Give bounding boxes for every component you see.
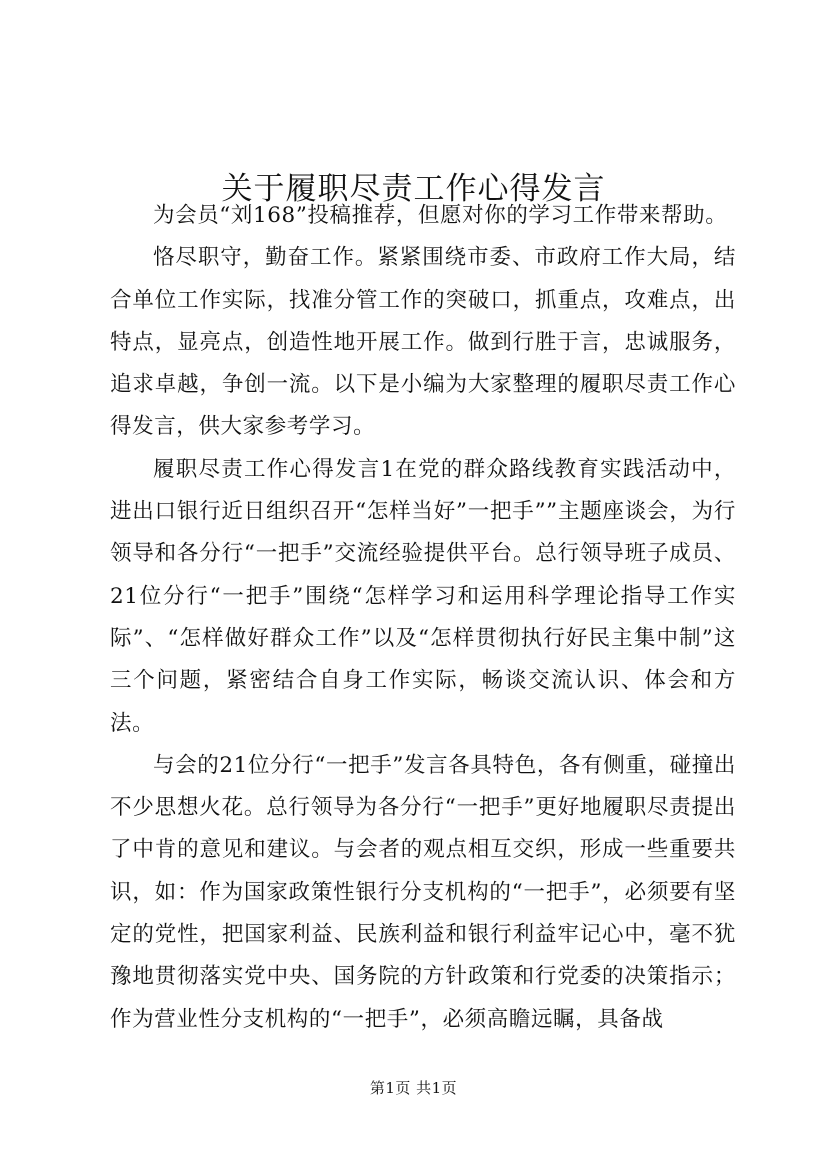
paragraph-speech-2: 与会的21位分行“一把手”发言各具特色，各有侧重，碰撞出不少思想火花。总行领导为各分行“一把手”更好地履职尽责提出了中肯的意见和建议。与会者的观点相互交织，形成一些重要共识，如：作为国家政策性银行分支机构的“一把手”，必须要有坚定的党性，把国家利益、民族利益和银行利益牢记心中，毫不犹豫地贯彻落实党中央、国务院的方针政策和行党委的决策指示；作为营业性分支机构的“一把手”，必须高瞻远瞩，具备战 (110, 752, 736, 1032)
page-number-footer: 第1页 共1页 (369, 1079, 458, 1097)
document-body (110, 195, 736, 1041)
paragraph-summary: 恪尽职守，勤奋工作。紧紧围绕市委、市政府工作大局，结合单位工作实际，找准分管工作的突破口，抓重点，攻难点，出特点，显亮点，创造性地开展工作。做到行胜于言，忠诚服务，追求卓越，争创一流。以下是小编为大家整理的履职尽责工作心得发言，供大家参考学习。 (110, 245, 736, 440)
paragraph-speech-1: 履职尽责工作心得发言1在党的群众路线教育实践活动中，进出口银行近日组织召开“怎样当好”一把手””主题座谈会，为行领导和各分行“一把手”交流经验提供平台。总行领导班子成员、21位分行“一把手”围绕“怎样学习和运用科学理论指导工作实际”、“怎样做好群众工作”以及“怎样贯彻执行好民主集中制”这三个问题，紧密结合自身工作实际，畅谈交流认识、体会和方法。 (110, 456, 736, 736)
document-title: 关于履职尽责工作心得发言 (221, 170, 606, 207)
paragraph-intro: 为会员“刘168”投稿推荐，但愿对你的学习工作带来帮助。 (153, 203, 728, 228)
